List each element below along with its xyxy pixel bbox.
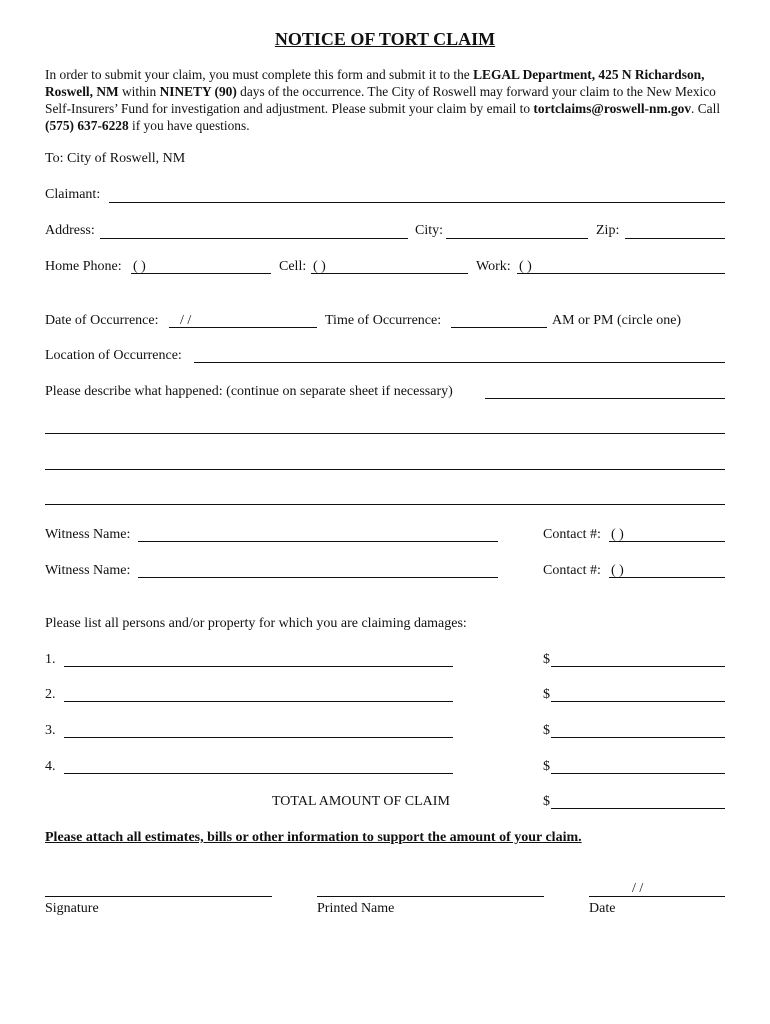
- item-4-number: 4.: [45, 759, 56, 774]
- cell-label: Cell:: [279, 259, 307, 274]
- item-1-dollar: $: [543, 652, 550, 667]
- signature-field[interactable]: [45, 896, 272, 897]
- contact-2-field[interactable]: [609, 577, 725, 578]
- am-pm-label: AM or PM (circle one): [552, 313, 682, 328]
- describe-line-4[interactable]: [45, 504, 725, 505]
- witness-1-field[interactable]: [138, 541, 498, 542]
- location-field[interactable]: [194, 362, 725, 363]
- total-label: TOTAL AMOUNT OF CLAIM: [272, 794, 450, 809]
- addressee: To: City of Roswell, NM: [45, 151, 186, 166]
- damages-instruction: Please list all persons and/or property for which you are claiming damages:: [45, 616, 467, 631]
- item-3-field[interactable]: [64, 737, 453, 738]
- item-3-amount[interactable]: [551, 737, 725, 738]
- item-2-amount[interactable]: [551, 701, 725, 702]
- item-2-field[interactable]: [64, 701, 453, 702]
- describe-label: Please describe what happened: (continue on separate sheet if necessary): [45, 384, 453, 399]
- phone-number: (575) 637-6228: [45, 118, 129, 133]
- item-4-amount[interactable]: [551, 773, 725, 774]
- email-address: tortclaims@roswell-nm.gov: [533, 101, 692, 116]
- date-sig-field[interactable]: [589, 896, 725, 897]
- claimant-field[interactable]: [109, 202, 725, 203]
- item-2-dollar: $: [543, 687, 550, 702]
- total-dollar: $: [543, 794, 550, 809]
- signature-label: Signature: [45, 901, 99, 916]
- time-occurrence-label: Time of Occurrence:: [325, 313, 442, 328]
- date-sig-slashes: / /: [632, 881, 644, 896]
- address-label: Address:: [45, 223, 95, 238]
- witness-2-field[interactable]: [138, 577, 498, 578]
- zip-label: Zip:: [596, 223, 620, 238]
- work-paren: ( ): [519, 259, 532, 274]
- describe-line-2[interactable]: [45, 433, 725, 434]
- total-amount[interactable]: [551, 808, 725, 809]
- witness-2-label: Witness Name:: [45, 563, 131, 578]
- cell-paren: ( ): [313, 259, 326, 274]
- location-label: Location of Occurrence:: [45, 348, 182, 363]
- home-phone-label: Home Phone:: [45, 259, 122, 274]
- contact-1-field[interactable]: [609, 541, 725, 542]
- item-4-field[interactable]: [64, 773, 453, 774]
- address-field[interactable]: [100, 238, 408, 239]
- claimant-label: Claimant:: [45, 187, 101, 202]
- item-3-dollar: $: [543, 723, 550, 738]
- time-occurrence-field[interactable]: [451, 327, 547, 328]
- item-2-number: 2.: [45, 687, 56, 702]
- item-3-number: 3.: [45, 723, 56, 738]
- contact-2-paren: ( ): [611, 563, 624, 578]
- printed-name-label: Printed Name: [317, 901, 395, 916]
- home-phone-paren: ( ): [133, 259, 146, 274]
- item-1-amount[interactable]: [551, 666, 725, 667]
- intro-paragraph: In order to submit your claim, you must complete this form and submit it to the LEGAL Department, 425 N Richardson, Roswell, NM within NINETY (90) days of the occurrence. The City of Roswell may forward your claim to the New Mexico Self-Insurers’ Fund for investigation and adjustment. Please submit your claim by email to tortclaims@roswell-nm.gov. Call (575) 637-6228 if you have questions.: [45, 67, 721, 133]
- work-phone-field[interactable]: [517, 273, 725, 274]
- contact-1-label: Contact #:: [543, 527, 601, 542]
- describe-field[interactable]: [485, 398, 725, 399]
- item-4-dollar: $: [543, 759, 550, 774]
- cell-phone-field[interactable]: [311, 273, 468, 274]
- item-1-field[interactable]: [64, 666, 453, 667]
- home-phone-field[interactable]: [131, 273, 271, 274]
- work-label: Work:: [476, 259, 511, 274]
- witness-1-label: Witness Name:: [45, 527, 131, 542]
- form-title: NOTICE OF TORT CLAIM: [274, 29, 496, 49]
- date-occurrence-slashes: / /: [180, 313, 192, 328]
- zip-field[interactable]: [625, 238, 725, 239]
- city-label: City:: [415, 223, 444, 238]
- contact-2-label: Contact #:: [543, 563, 601, 578]
- city-field[interactable]: [446, 238, 588, 239]
- contact-1-paren: ( ): [611, 527, 624, 542]
- date-occurrence-field[interactable]: [169, 327, 317, 328]
- printed-name-field[interactable]: [317, 896, 544, 897]
- date-occurrence-label: Date of Occurrence:: [45, 313, 159, 328]
- item-1-number: 1.: [45, 652, 56, 667]
- attach-note: Please attach all estimates, bills or other information to support the amount of your claim.: [45, 830, 582, 845]
- describe-line-3[interactable]: [45, 469, 725, 470]
- date-label: Date: [589, 901, 616, 916]
